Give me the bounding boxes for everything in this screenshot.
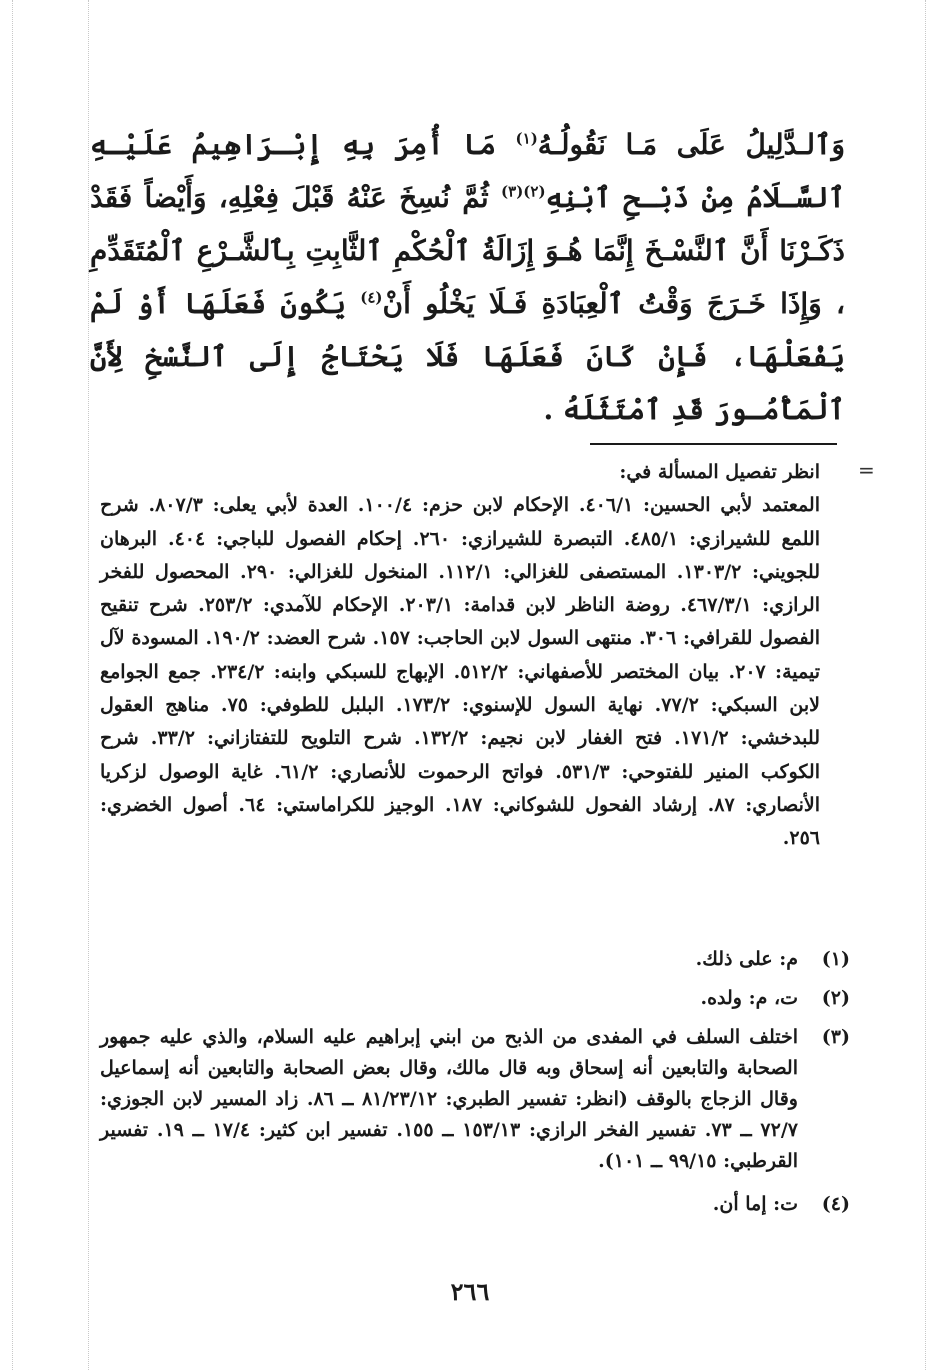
scan-artifact-line — [12, 0, 13, 1370]
footnote-ref-4[interactable]: (٤) — [360, 288, 383, 307]
footnotes-list — [100, 944, 850, 1228]
footnote-item — [100, 1189, 850, 1220]
main-text-part-1: وَٱلـدَّلِيلُ عَلَى مَـا نَقُولُـهُ — [537, 128, 845, 161]
footnote-item — [100, 983, 850, 1014]
footnote-ref-2-3[interactable]: (٢)(٣) — [501, 182, 546, 201]
page-number: ٢٦٦ — [450, 1277, 490, 1306]
bibliography-intro: انظر تفصيل المسألة في: — [619, 461, 820, 483]
footnote-number: (٣) — [821, 1026, 850, 1048]
scan-artifact-line — [88, 0, 89, 1370]
main-text-part-3: ثُمَّ نُسِخَ عَنْهُ قَبْلَ فِعْلِهِ، وَأَيْضاً فَقَدْ ذَكَـرْنَا أَنَّ ٱلنَّسْـخَ إِنَّمَا هُـوَ إِزَالَةُ ٱلْحُكْمِ ٱلثَّابِتِ بِٱلشَّـرْعِ ٱلْمُتَقَدِّمِ ، وَإِذَا خَـرَجَ وَقْتُ ٱلْعِبَادَةِ فَـلَا يَخْلُو أَنْ — [90, 181, 845, 320]
footnote-ref-1[interactable]: (١) — [515, 129, 538, 148]
main-text-part-4: يَكُونَ فَعَلَهَا أَوْ لَمْ يَفْعَلْهَا، فَإِنْ كَانَ فَعَلَهَا فَلَا يَحْتَاجُ إِلَى ٱلنَّسْخِ لِأَنَّ ٱلْمَأْمُـورَ قَدِ ٱمْتَثَلَهُ . — [90, 287, 845, 426]
main-text-part-2: مَا أُمِرَ بِهِ إِبْـرَاهِيمُ عَلَيْـهِ ٱلسَّـلَامُ مِنْ ذَبْـحِ ٱبْنِهِ — [90, 128, 845, 214]
footnote-item — [100, 1022, 850, 1177]
footnote-number: (٢) — [821, 987, 850, 1009]
footnote-number: (٤) — [821, 1193, 850, 1215]
bibliography-note — [100, 456, 820, 856]
scan-artifact-line — [925, 0, 926, 1370]
footnote-text: ت: إما أن. — [712, 1193, 798, 1215]
main-paragraph — [90, 118, 845, 436]
continuation-mark: = — [858, 458, 875, 482]
footnote-separator — [590, 443, 837, 445]
footnote-item — [100, 944, 850, 975]
footnote-text: اختلف السلف في المفدى من الذبح من ابني إبراهيم عليه السلام، والذي عليه جمهور الصحابة والتابعين أنه إسحاق وبه قال مالك، وقال بعض الصحابة والتابعين أنه إسماعيل وقال الزجاج بالوقف (انظر: تفسير الطبري: ٨١/٢٣/١٢ ــ ٨٦. زاد المسير لابن الجوزي: ٧٢/٧ ــ ٧٣. تفسير الفخر الرازي: ١٥٣/١٣ ــ ١٥٥. تفسير ابن كثير: ١٧/٤ ــ ١٩. تفسير القرطبي: ٩٩/١٥ ــ ١٠١). — [100, 1026, 798, 1172]
footnote-number: (١) — [821, 948, 850, 970]
footnote-text: م: على ذلك. — [695, 948, 798, 970]
bibliography-text: المعتمد لأبي الحسين: ٤٠٦/١. الإحكام لابن حزم: ١٠٠/٤. العدة لأبي يعلى: ٨٠٧/٣. شرح اللمع للشيرازي: ٤٨٥/١. التبصرة للشيرازي: ٢٦٠. إحكام الفصول للباجي: ٤٠٤. البرهان للجويني: ١٣٠٣/٢. المستصفى للغزالي: ١١٢/١. المنخول للغزالي: ٢٩٠. المحصول للفخر الرازي: ٤٦٧/٣/١. روضة الناظر لابن قدامة: ٢٠٣/١. الإحكام للآمدي: ٢٥٣/٢. شرح تنقيح الفصول للقرافي: ٣٠٦. منتهى السول لابن الحاجب: ١٥٧. شرح العضد: ١٩٠/٢. المسودة لآل تيمية: ٢٠٧. بيان المختصر للأصفهاني: ٥١٢/٢. الإبهاج للسبكي وابنه: ٢٣٤/٢. جمع الجوامع لابن السبكي: ٧٧/٢. نهاية السول للإسنوي: ١٧٣/٢. البلبل للطوفي: ٧٥. مناهج العقول للبدخشي: ١٧١/٢. فتح الغفار لابن نجيم: ١٣٢/٢. شرح التلويح للتفتازاني: ٣٣/٢. شرح الكوكب المنير للفتوحي: ٥٣١/٣. فواتح الرحموت للأنصاري: ٦١/٢. غاية الوصول لزكريا الأنصاري: ٨٧. إرشاد الفحول للشوكاني: ١٨٧. الوجيز للكراماستي: ٦٤. أصول الخضري: ٢٥٦. — [100, 494, 821, 850]
footnote-text: ت، م: ولده. — [700, 987, 798, 1009]
